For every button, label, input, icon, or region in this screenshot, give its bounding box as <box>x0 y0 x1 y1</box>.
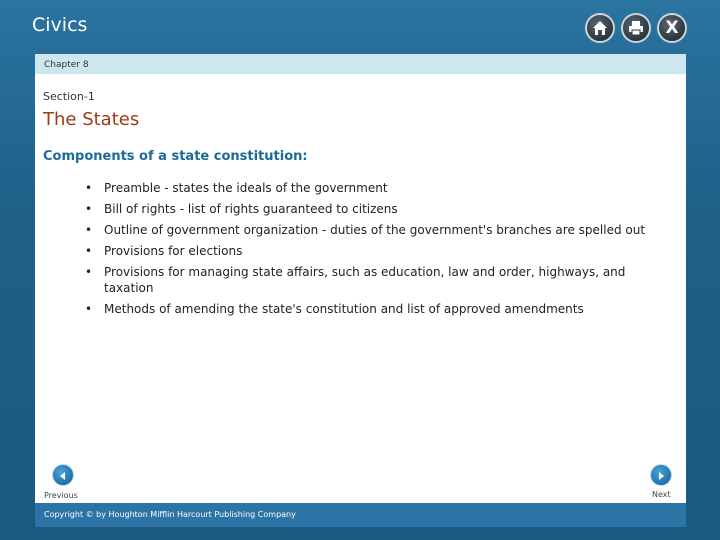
print-button[interactable] <box>621 13 651 43</box>
top-toolbar <box>585 13 687 43</box>
list-item: • Preamble - states the ideals of the government <box>85 180 665 196</box>
previous-label[interactable]: Previous <box>44 491 78 500</box>
page-title: The States <box>43 109 140 130</box>
close-button[interactable] <box>657 13 687 43</box>
list-item: • Provisions for elections <box>85 243 665 259</box>
section-label: Section-1 <box>43 90 95 103</box>
arrow-right-icon <box>656 466 666 485</box>
slide-content <box>35 54 686 527</box>
list-item: • Bill of rights - list of rights guaranteed to citizens <box>85 201 665 217</box>
previous-button[interactable] <box>52 464 74 486</box>
chapter-label: Chapter 8 <box>35 54 686 74</box>
arrow-left-icon <box>58 466 68 485</box>
bullet-list <box>85 180 665 322</box>
list-item: • Provisions for managing state affairs, such as education, law and order, highways, and taxation <box>85 264 665 296</box>
list-item: • Outline of government organization - duties of the government's branches are spelled out <box>85 222 665 238</box>
subheading: Components of a state constitution: <box>43 149 308 164</box>
close-icon: X <box>665 17 679 38</box>
copyright-footer: Copyright © by Houghton Mifflin Harcourt Publishing Company <box>35 503 686 527</box>
app-title: Civics <box>32 14 88 36</box>
list-item: • Methods of amending the state's constitution and list of approved amendments <box>85 301 665 317</box>
home-button[interactable] <box>585 13 615 43</box>
next-button[interactable] <box>650 464 672 486</box>
next-label[interactable]: Next <box>652 490 671 499</box>
home-icon <box>592 20 608 36</box>
print-icon <box>628 20 644 36</box>
